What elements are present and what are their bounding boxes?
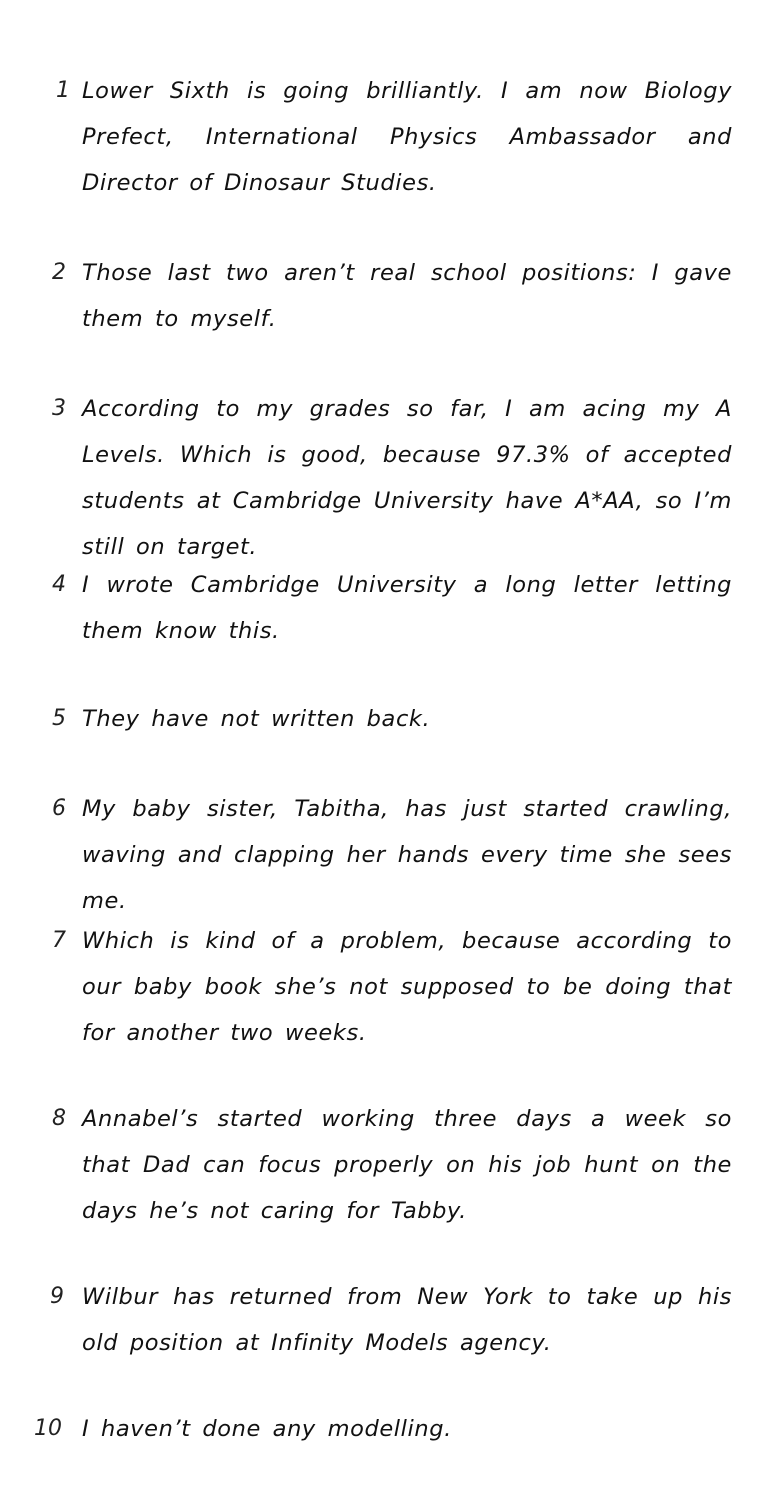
item-number: 9 xyxy=(50,1284,64,1309)
item-text: My baby sister, Tabitha, has just started crawling, waving and clapping her hands every time she sees me. xyxy=(82,796,732,914)
item-number: 2 xyxy=(52,260,66,285)
item-number: 3 xyxy=(52,396,66,421)
item-text: According to my grades so far, I am acing my A Levels. Which is good, because 97.3% of accepted students at Cambridge University have A*AA, so I’m still on target. xyxy=(82,396,732,560)
item-number: 5 xyxy=(52,706,66,731)
item-text: They have not written back. xyxy=(82,706,431,732)
item-text: I wrote Cambridge University a long letter letting them know this. xyxy=(82,572,732,644)
item-number: 7 xyxy=(52,928,66,953)
item-number: 4 xyxy=(52,572,66,597)
item-number: 6 xyxy=(52,796,66,821)
item-text: Those last two aren’t real school positions: I gave them to myself. xyxy=(82,260,732,332)
item-text: Annabel’s started working three days a week so that Dad can focus properly on his job hunt on the days he’s not caring for Tabby. xyxy=(82,1106,732,1224)
item-text: Lower Sixth is going brilliantly. I am now Biology Prefect, International Physics Ambassador and Director of Dinosaur Studies. xyxy=(82,78,732,196)
item-text: I haven’t done any modelling. xyxy=(82,1416,452,1442)
item-number: 8 xyxy=(52,1106,66,1131)
item-text: Wilbur has returned from New York to take up his old position at Infinity Models agency. xyxy=(82,1284,732,1356)
item-number: 1 xyxy=(56,78,70,103)
item-text: Which is kind of a problem, because according to our baby book she’s not supposed to be doing that for another two weeks. xyxy=(82,928,732,1046)
item-number: 10 xyxy=(34,1416,62,1441)
